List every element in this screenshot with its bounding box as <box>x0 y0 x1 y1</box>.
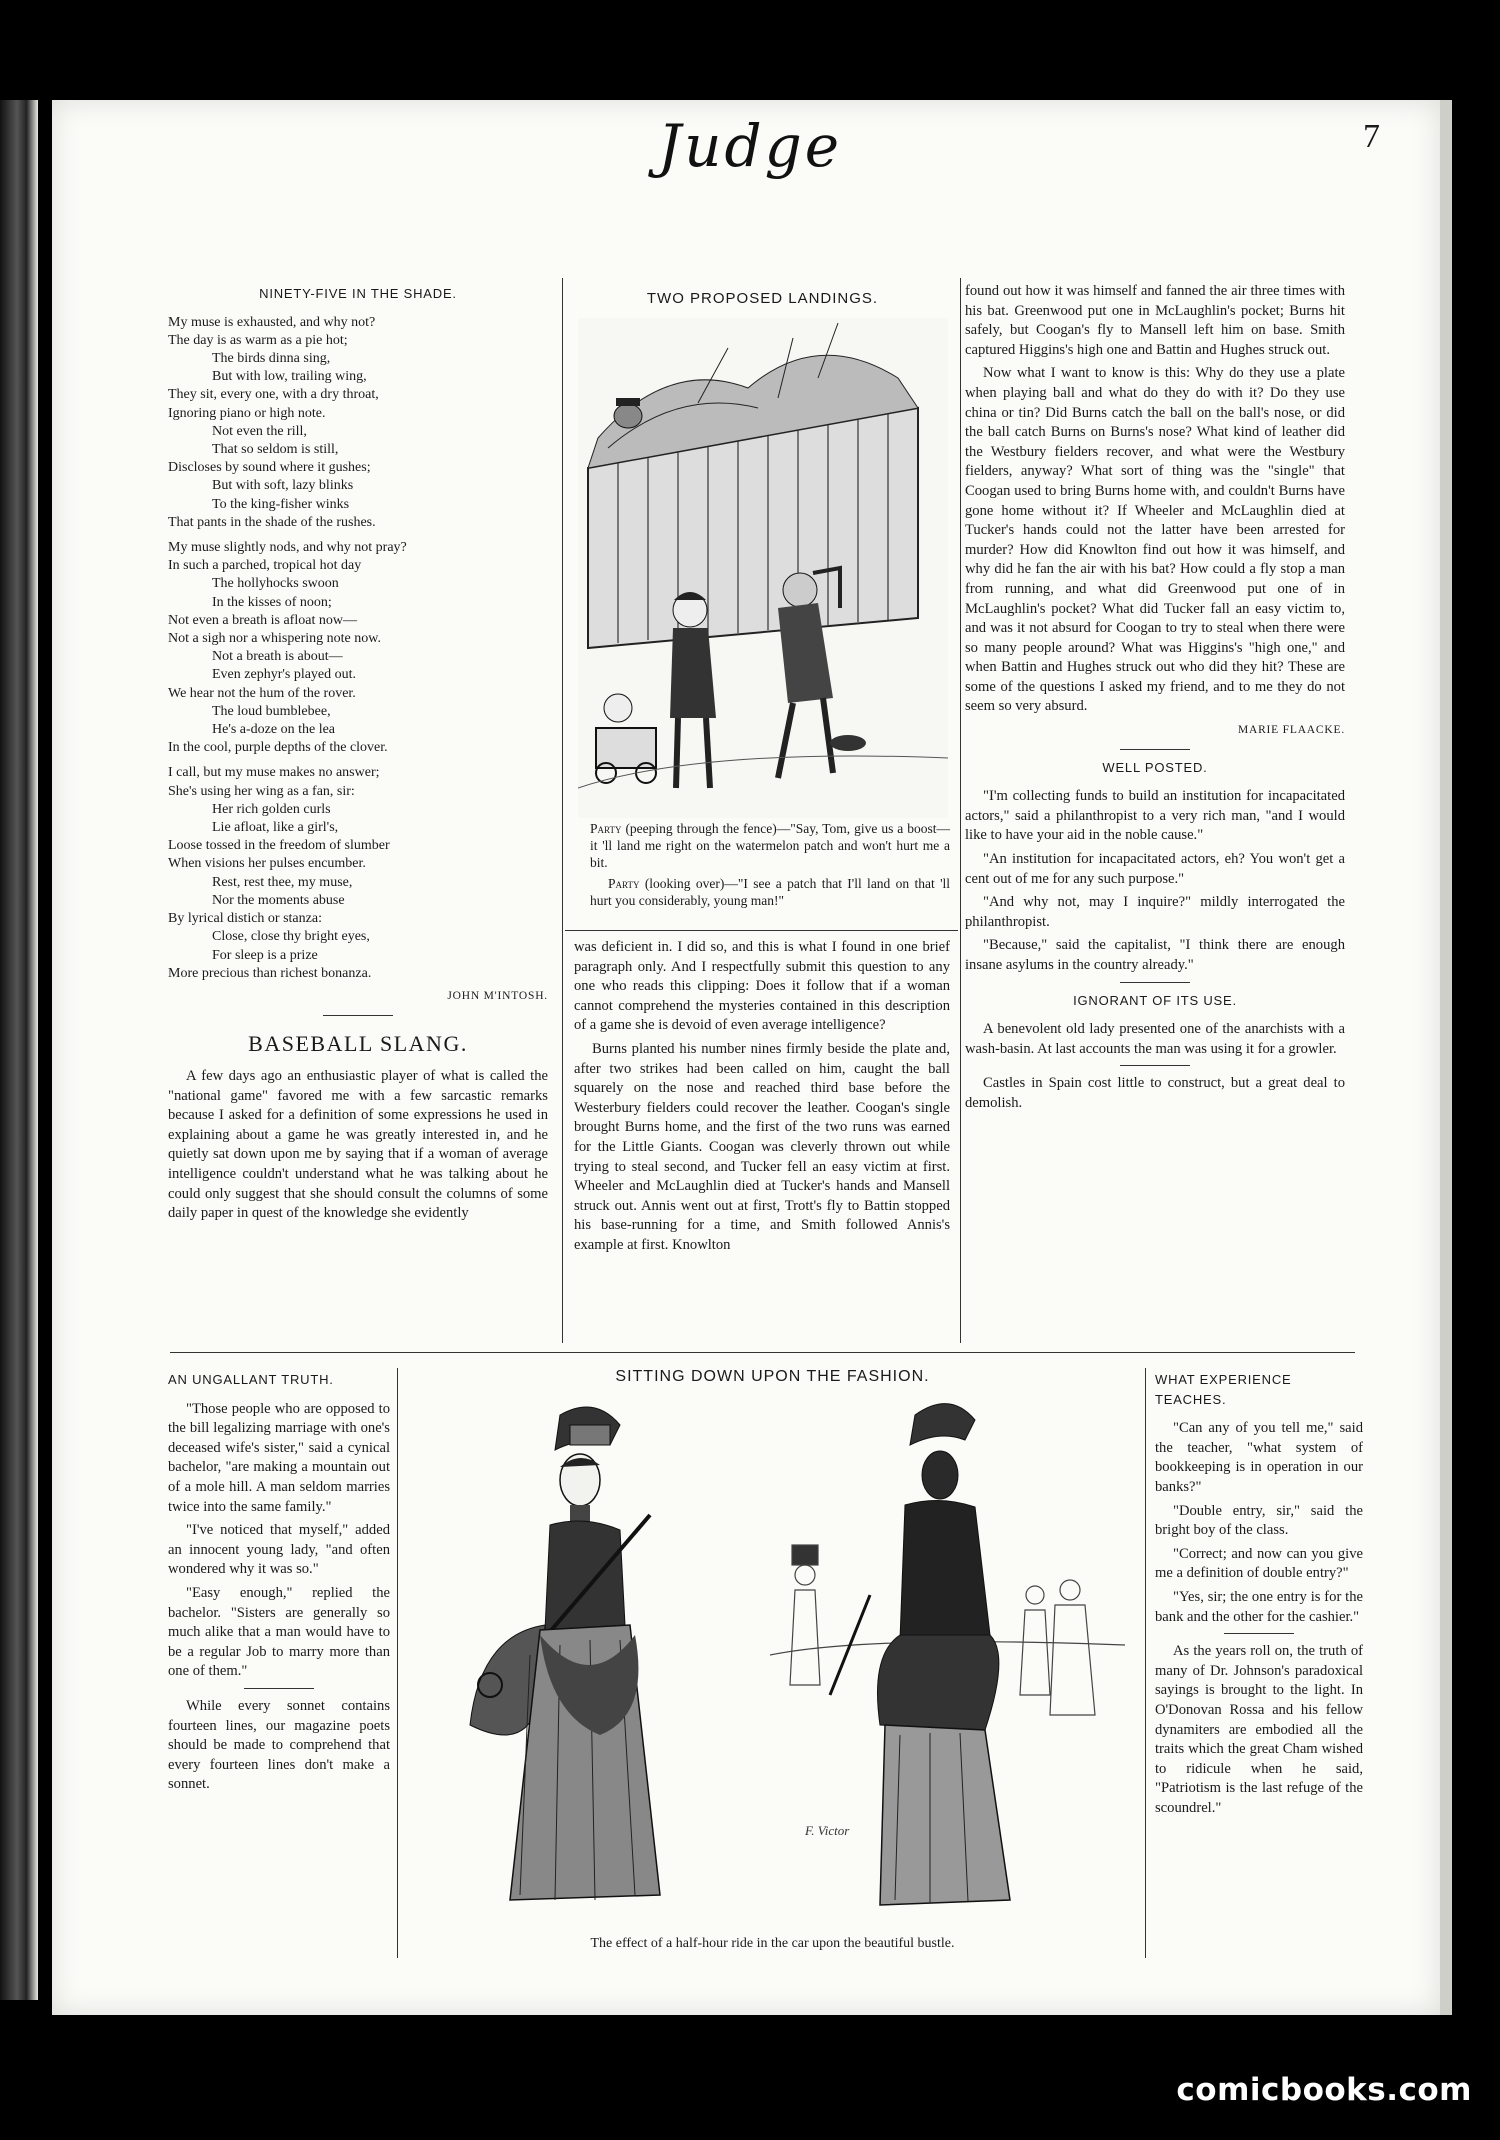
well-posted-title: WELL POSTED. <box>1102 759 1208 775</box>
column-bottom-left <box>168 1368 390 1799</box>
baseball-paragraph: A few days ago an enthusiastic player of what is called the "national game" favored me with a few sarcastic remarks because I asked for a definition of some expressions he used in explaining about a game he was greatly interested in, and he quietly sat down upon me by saying that if a woman of average intelligence couldn't understand what he was talking about he could only suggest that she should consult the columns of some daily paper in quest of the knowledge she evidently <box>168 1068 548 1222</box>
poem-line: To the king-fisher winks <box>212 496 350 512</box>
divider <box>1120 1065 1190 1066</box>
well-posted-paragraph: "An institution for incapacitated actors, eh? You won't get a cent out of me for any such purpose." <box>965 851 1345 887</box>
stanza-gap <box>168 757 548 764</box>
poem-line: Not a breath is about— <box>212 649 343 665</box>
masthead: Judge <box>657 112 843 180</box>
poem-line: I call, but my muse makes no answer; <box>168 765 380 781</box>
poem-line: But with low, trailing wing, <box>212 369 367 385</box>
ungallant-body <box>168 1400 390 1682</box>
experience-paragraph: "Yes, sir; the one entry is for the bank and the other for the cashier." <box>1155 1588 1363 1625</box>
bustle-before-illustration <box>420 1395 750 1925</box>
poem-line: The day is as warm as a pie hot; <box>168 332 348 348</box>
section-rule <box>565 930 958 931</box>
poem-line: More precious than richest bonanza. <box>168 965 372 981</box>
baseball-quote: Burns planted his number nines firmly beside the plate and, after two strikes had been called on him, caught the ball squarely on the nose and reached third base before the Westerbury fielders could recover the leather. Coogan's single brought Burns home, and the first of the two runs was earned for the Little Giants. Coogan was cleverly thrown out while trying to steal second, and Tucker fell an easy victim at first. Wheeler and McLaughlin died at Tucker's hands and Mansell struck out. Annis went out at first, Trott's fly to Battin stopped his base-running for a time, and Smith followed Annis's example at first. Knowlton <box>574 1040 950 1253</box>
poem-line: When visions her pulses encumber. <box>168 856 366 872</box>
poem-line: He's a-doze on the lea <box>212 722 336 738</box>
baseball-paragraph-cont: was deficient in. I did so, and this is what I found in one brief paragraph only. And I respectfully submit this question to any one who reads this clipping: Does it follow that if a woman cannot comprehend the mysteries contained in this description of a game she is devoid of even average intelligence? <box>574 939 950 1034</box>
poem-line: Lie afloat, like a girl's, <box>212 820 339 836</box>
cartoon-captions <box>590 820 950 913</box>
poem-line: Not even a breath is afloat now— <box>168 612 357 628</box>
poem-line: By lyrical distich or stanza: <box>168 911 322 927</box>
divider <box>1224 1633 1294 1634</box>
baseball-quote-cont: found out how it was himself and fanned the air three times with his bat. Greenwood put one in McLaughlin's pocket; Burns hit safely, but Coogan's fly to Mansell left him on base. Smith captured Higgins's high one and Battin and Hughes struck out. <box>965 283 1345 358</box>
ignorant-title: IGNORANT OF ITS USE. <box>1073 992 1237 1008</box>
divider <box>323 1015 393 1016</box>
bustle-after-illustration <box>770 1395 1125 1925</box>
poem-line: Her rich golden curls <box>212 801 331 817</box>
ignorant-text: A benevolent old lady presented one of the anarchists with a wash-basin. At last accounts the man was using it for a growler. <box>965 1021 1345 1057</box>
well-posted-paragraph: "And why not, may I inquire?" mildly interrogated the philanthropist. <box>965 894 1345 930</box>
baseball-questions: Now what I want to know is this: Why do they use a plate when playing ball and what do they do with it? Do they use china or tin? Did Burns catch the ball on the ball's nose, or did the ball catch Burns on Burns's nose? What kind of leather did the Westbury fielders recover, and what were the Westbury fielders, anyway? What sort of thing was the "single" that Coogan used to bring Burns home with, and couldn't Burns have gone home without it? If Wheeler and McLaughlin died at Tucker's hands could not the latter have been arrested for murder? How did Knowlton find out how it was himself, and why did he fan the air with his bat? How could a fly stop a man from running, and what did Greenwood put one of in McLaughlin's pocket? What did Tucker fall an easy victim to, and was it not absurd for Coogan to try to steal when there were so many people around? What was Higgins's "high one," and when Battin and Hughes struck out who did they hit? These are some of the questions I asked my friend, and to me they do not seem so very absurd. <box>965 365 1345 715</box>
ungallant-paragraph: "Easy enough," replied the bachelor. "Sisters are generally so much alike that a man would have to be a regular Job to marry more than one of them." <box>168 1584 390 1680</box>
cartoon-caption-1: (peeping through the fence)—"Say, Tom, give us a boost—it 'll land me right on the watermelon patch and won't hurt me a bit. <box>590 821 951 870</box>
poem-line: Not even the rill, <box>212 423 307 439</box>
poem-line: My muse slightly nods, and why not pray? <box>168 540 407 556</box>
artist-signature: F. Victor <box>805 1823 850 1838</box>
column-left <box>168 282 548 1228</box>
poem-line: Discloses by sound where it gushes; <box>168 460 371 476</box>
baseball-title: BASEBALL SLANG. <box>248 1030 468 1056</box>
well-posted-paragraph: "I'm collecting funds to build an institution for incapacitated actors," said a philanthropist to a very rich man, "and I would like to have your aid in the noble cause." <box>965 788 1345 844</box>
poem-line: Nor the moments abuse <box>212 892 345 908</box>
poem-line: Not a sigh nor a whispering note now. <box>168 631 381 647</box>
poem-title: NINETY-FIVE IN THE SHADE. <box>259 286 457 301</box>
poem-line: The loud bumblebee, <box>212 703 331 719</box>
poem-line: They sit, every one, with a dry throat, <box>168 387 379 403</box>
sonnet-text: While every sonnet contains fourteen lines, our magazine poets should be made to comprehend that every fourteen lines don't make a sonnet. <box>168 1697 390 1793</box>
column-rule <box>397 1368 398 1958</box>
divider <box>1120 982 1190 983</box>
poem-author: JOHN M'INTOSH. <box>447 989 548 1002</box>
poem-line: Rest, rest thee, my muse, <box>212 874 353 890</box>
divider <box>244 1688 314 1689</box>
poem-line: For sleep is a prize <box>212 947 318 963</box>
cartoon-title: TWO PROPOSED LANDINGS. <box>646 290 879 307</box>
experience-paragraph: "Double entry, sir," said the bright boy of the class. <box>1155 1502 1363 1539</box>
ungallant-title: AN UNGALLANT TRUTH. <box>168 1372 334 1387</box>
experience-paragraph: "Can any of you tell me," said the teacher, "what system of bookkeeping is in operation in our banks?" <box>1155 1420 1363 1495</box>
poem-line: In the kisses of noon; <box>212 594 332 610</box>
section-rule <box>170 1352 1355 1353</box>
poem-line: Loose tossed in the freedom of slumber <box>168 838 390 854</box>
poem-line: In the cool, purple depths of the clover. <box>168 740 388 756</box>
book-spine <box>0 100 38 2000</box>
fashion-title: SITTING DOWN UPON THE FASHION. <box>615 1368 930 1385</box>
divider <box>1120 749 1190 750</box>
poem-line: We hear not the hum of the rover. <box>168 685 356 701</box>
poem-line: She's using her wing as a fan, sir: <box>168 783 355 799</box>
column-middle-lower <box>574 938 950 1260</box>
poem-line: That so seldom is still, <box>212 442 339 458</box>
column-bottom-right <box>1155 1368 1363 1822</box>
ungallant-paragraph: "Those people who are opposed to the bill legalizing marriage with one's deceased wife's sister," said a cynical bachelor, "are making a mountain out of a mole hill. A man seldom marries twice into the same family." <box>168 1400 390 1515</box>
page-edge <box>1440 100 1452 2015</box>
column-rule <box>1145 1368 1146 1958</box>
castles-text: Castles in Spain cost little to construct, but a great deal to demolish. <box>965 1075 1345 1111</box>
poem-line: The hollyhocks swoon <box>212 576 339 592</box>
well-posted-body <box>965 787 1345 975</box>
poem-line: That pants in the shade of the rushes. <box>168 514 376 530</box>
caption-speaker: Party <box>590 821 622 836</box>
johnson-text: As the years roll on, the truth of many of Dr. Johnson's paradoxical sayings is brought to the light. In O'Donovan Rossa and his fellow dynamiters are embodied all the traits which the great Cham wished to ridicule when he said, "Patriotism is the last refuge of the scoundrel." <box>1155 1643 1363 1816</box>
poem-line: My muse is exhausted, and why not? <box>168 314 376 330</box>
experience-title: WHAT EXPERIENCE TEACHES. <box>1155 1372 1292 1407</box>
column-rule <box>960 278 961 1343</box>
fence-cartoon-illustration <box>578 318 948 818</box>
column-rule <box>562 278 563 1343</box>
baseball-author: MARIE FLAACKE. <box>1237 724 1345 737</box>
stanza-gap <box>168 532 548 539</box>
column-right <box>965 282 1345 1118</box>
poem-line: Even zephyr's played out. <box>212 667 357 683</box>
fashion-caption: The effect of a half-hour ride in the car upon the beautiful bustle. <box>590 1936 955 1951</box>
cartoon-caption-2: (looking over)—"I see a patch that I'll land on that 'll hurt you considerably, young man!" <box>590 876 951 908</box>
watermark: comicbooks.com <box>1176 2072 1472 2108</box>
ungallant-paragraph: "I've noticed that myself," added an innocent young lady, "and often wondered why it was so." <box>168 1522 390 1578</box>
poem-line: Ignoring piano or high note. <box>168 405 326 421</box>
poem-line: In such a parched, tropical hot day <box>168 558 362 574</box>
page-number: 7 <box>1363 118 1380 155</box>
poem-line: But with soft, lazy blinks <box>212 478 354 494</box>
poem-body <box>168 314 548 983</box>
experience-paragraph: "Correct; and now can you give me a definition of double entry?" <box>1155 1545 1363 1582</box>
poem-line: The birds dinna sing, <box>212 351 331 366</box>
well-posted-paragraph: "Because," said the capitalist, "I think there are enough insane asylums in the country already." <box>965 937 1345 973</box>
caption-speaker: Party <box>608 876 640 891</box>
experience-body <box>1155 1419 1363 1627</box>
poem-line: Close, close thy bright eyes, <box>212 929 370 945</box>
